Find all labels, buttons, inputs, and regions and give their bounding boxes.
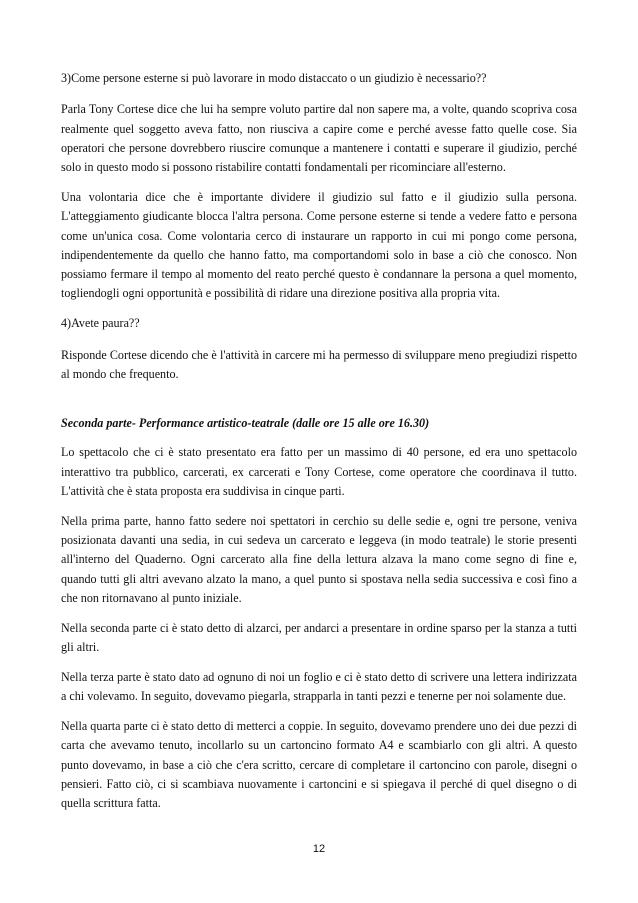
paragraph-first-part: Nella prima parte, hanno fatto sedere noi spettatori in cerchio su delle sedie e, ogni tre persone, veniva posizionata davanti una sedia, in cui sedeva un carcerato e leggeva (in modo teatrale) le storie presenti all'interno del Quaderno. Ogni carcerato alla fine della lettura alzava la mano come segno di fine e, quando tutti gli altri avevano alzato la mano, a quel punto si spostava nella sedia successiva e così fino a che non ritornavano al punto iniziale. bbox=[61, 513, 577, 606]
page-number: 12 bbox=[312, 843, 326, 855]
question-3: 3)Come persone esterne si può lavorare in modo distaccato o un giudizio è necessario?? bbox=[61, 71, 487, 85]
paragraph-volunteer-answer: Una volontaria dice che è importante dividere il giudizio sul fatto e il giudizio sulla persona. L'atteggiamento giudicante blocca l'altra persona. Come persone esterne si tende a vedere fatto e persona come un'unica cosa. Come volontaria cerco di instaurare un rapporto in cui mi pongo come persona, indipendentemente da quello che hanno fatto, ma comportandomi solo in base a ciò che conosco. Non possiamo fermare il tempo al momento del reato perché questo è condannare la persona a quel momento, togliendogli ogni opportunità e possibilità di ridare una direzione positiva alla propria vita. bbox=[61, 189, 577, 301]
paragraph-second-part: Nella seconda parte ci è stato detto di alzarci, per andarci a presentare in ordine sparso per la stanza a tutti gli altri. bbox=[61, 620, 577, 655]
paragraph-third-part: Nella terza parte è stato dato ad ognuno di noi un foglio e ci è stato detto di scrivere una lettera indirizzata a chi volevamo. In seguito, dovevamo piegarla, strapparla in tanti pezzi e tenerne per noi solamente due. bbox=[61, 669, 577, 704]
question-4: 4)Avete paura?? bbox=[61, 316, 140, 331]
blank-line bbox=[61, 395, 577, 414]
paragraph-cortese-answer: Parla Tony Cortese dice che lui ha sempre voluto partire dal non sapere ma, a volte, quando scopriva cosa realmente quel soggetto aveva fatto, non riusciva a capire come e perché avesse fatto quelle cose. Sia operatori che persone dovrebbero riuscire comunque a mantenere i contatti e superare il giudizio, perché solo in questo modo si possono ristabilire contatti fondamentali per ricominciare all'esterno. bbox=[61, 102, 577, 175]
paragraph-fourth-part: Nella quarta parte ci è stato detto di metterci a coppie. In seguito, dovevamo prendere uno dei due pezzi di carta che avevamo tenuto, incollarlo su un cartoncino formato A4 e scambiarlo con gli altri. A questo punto dovevamo, in base a ciò che c'era scritto, cercare di completare il cartoncino con parole, disegni o pensieri. Fatto ciò, ci si scambiava nuovamente i cartoncini e si spiegava il perché di quel disegno o di quella scrittura fatta. bbox=[61, 719, 577, 811]
section-heading: Seconda parte- Performance artistico-teatrale (dalle ore 15 alle ore 16.30) bbox=[61, 415, 430, 430]
page-body bbox=[61, 69, 577, 824]
paragraph-fear-answer: Risponde Cortese dicendo che è l'attività in carcere mi ha permesso di sviluppare meno pregiudizi rispetto al mondo che frequento. bbox=[61, 347, 577, 381]
paragraph-show-intro: Lo spettacolo che ci è stato presentato era fatto per un massimo di 40 persone, ed era uno spettacolo interattivo tra pubblico, carcerati, ex carcerati e Tony Cortese, come operatore che coordinava il tutto. L'attività che è stata proposta era suddivisa in cinque parti. bbox=[61, 445, 577, 499]
